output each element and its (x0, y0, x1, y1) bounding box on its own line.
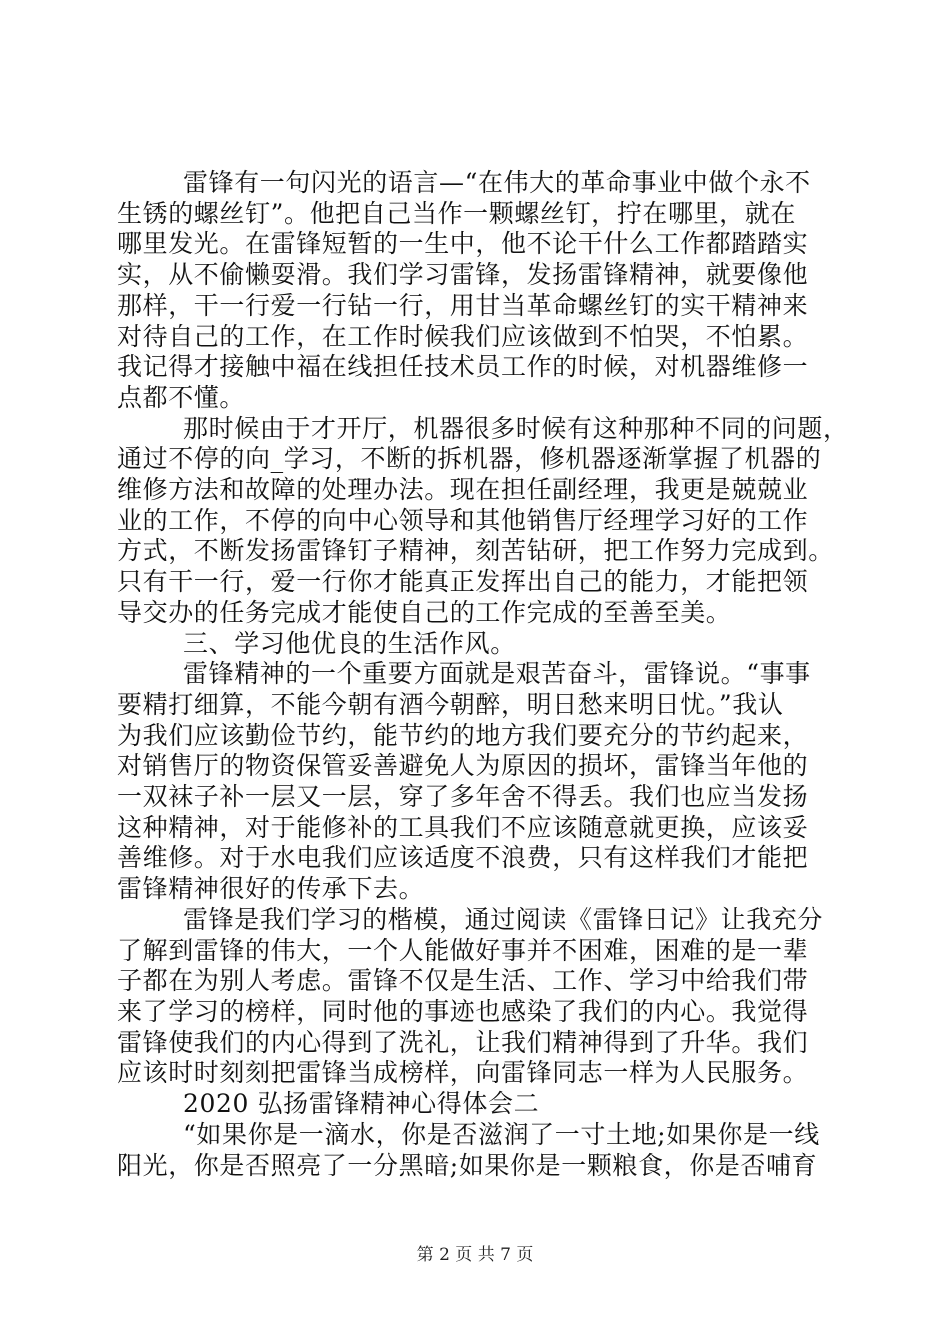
document-body (117, 168, 849, 1181)
text-line: 我记得才接触中福在线担任技术员工作的时候，对机器维修一 (117, 352, 809, 382)
text-line: 雷锋有一句闪光的语言—“在伟大的革命事业中做个永不 (183, 168, 811, 197)
text-line: 业的工作，不停的向中心领导和其他销售厅经理学习好的工作 (117, 505, 809, 535)
text-line: 通过不停的向_学习，不断的拆机器，修机器逐渐掌握了机器的 (117, 444, 822, 474)
text-line: 维修方法和故障的处理办法。现在担任副经理，我更是兢兢业 (117, 475, 809, 505)
text-line: 子都在为别人考虑。雷锋不仅是生活、工作、学习中给我们带 (117, 966, 809, 996)
text-line: 只有干一行，爱一行你才能真正发挥出自己的能力，才能把领 (117, 567, 809, 597)
text-line: 三、学习他优良的生活作风。 (183, 628, 516, 658)
text-line: 那样，干一行爱一行钻一行，用甘当革命螺丝钉的实干精神来 (117, 290, 809, 320)
text-line: 雷锋精神很好的传承下去。 (117, 874, 425, 904)
text-line: 雷锋精神的一个重要方面就是艰苦奋斗，雷锋说。“事事 (183, 659, 811, 689)
text-line: 导交办的任务完成才能使自己的工作完成的至善至美。 (117, 597, 732, 627)
text-line: 实，从不偷懒耍滑。我们学习雷锋，发扬雷锋精神，就要像他 (117, 260, 809, 290)
text-line: 为我们应该勤俭节约，能节约的地方我们要充分的节约起来， (117, 720, 809, 750)
text-line: 方式，不断发扬雷锋钉子精神，刻苦钻研，把工作努力完成到。 (117, 536, 834, 566)
text-line: 那时候由于才开厅，机器很多时候有这种那种不同的问题， (183, 413, 849, 443)
text-line: 要精打细算，不能今朝有酒今朝醉，明日愁来明日忧。”我认 (117, 689, 784, 719)
text-line: 对销售厅的物资保管妥善避免人为原因的损坏，雷锋当年他的 (117, 751, 809, 781)
text-line: 2020 弘扬雷锋精神心得体会二 (183, 1089, 540, 1119)
text-line: 阳光，你是否照亮了一分黑暗;如果你是一颗粮食，你是否哺育 (117, 1150, 818, 1180)
text-line: 生锈的螺丝钉”。他把自己当作一颗螺丝钉，拧在哪里，就在 (117, 198, 796, 228)
text-line: 这种精神，对于能修补的工具我们不应该随意就更换，应该妥 (117, 812, 809, 842)
text-line: 雷锋使我们的内心得到了洗礼，让我们精神得到了升华。我们 (117, 1027, 809, 1057)
text-line: 来了学习的榜样，同时他的事迹也感染了我们的内心。我觉得 (117, 996, 809, 1026)
text-line: “如果你是一滴水，你是否滋润了一寸土地;如果你是一线 (183, 1119, 820, 1149)
text-line: 点都不懂。 (117, 382, 246, 412)
text-line: 了解到雷锋的伟大，一个人能做好事并不困难，困难的是一辈 (117, 935, 809, 965)
text-line: 一双袜子补一层又一层，穿了多年舍不得丢。我们也应当发扬 (117, 782, 809, 812)
text-line: 雷锋是我们学习的楷模，通过阅读《雷锋日记》让我充分 (183, 904, 824, 934)
text-line: 哪里发光。在雷锋短暂的一生中，他不论干什么工作都踏踏实 (117, 229, 809, 259)
text-line: 对待自己的工作，在工作时候我们应该做到不怕哭，不怕累。 (117, 321, 809, 351)
page-footer: 第 2 页 共 7 页 (416, 1245, 534, 1265)
text-line: 善维修。对于水电我们应该适度不浪费，只有这样我们才能把 (117, 843, 809, 873)
text-line: 应该时时刻刻把雷锋当成榜样，向雷锋同志一样为人民服务。 (117, 1058, 809, 1088)
